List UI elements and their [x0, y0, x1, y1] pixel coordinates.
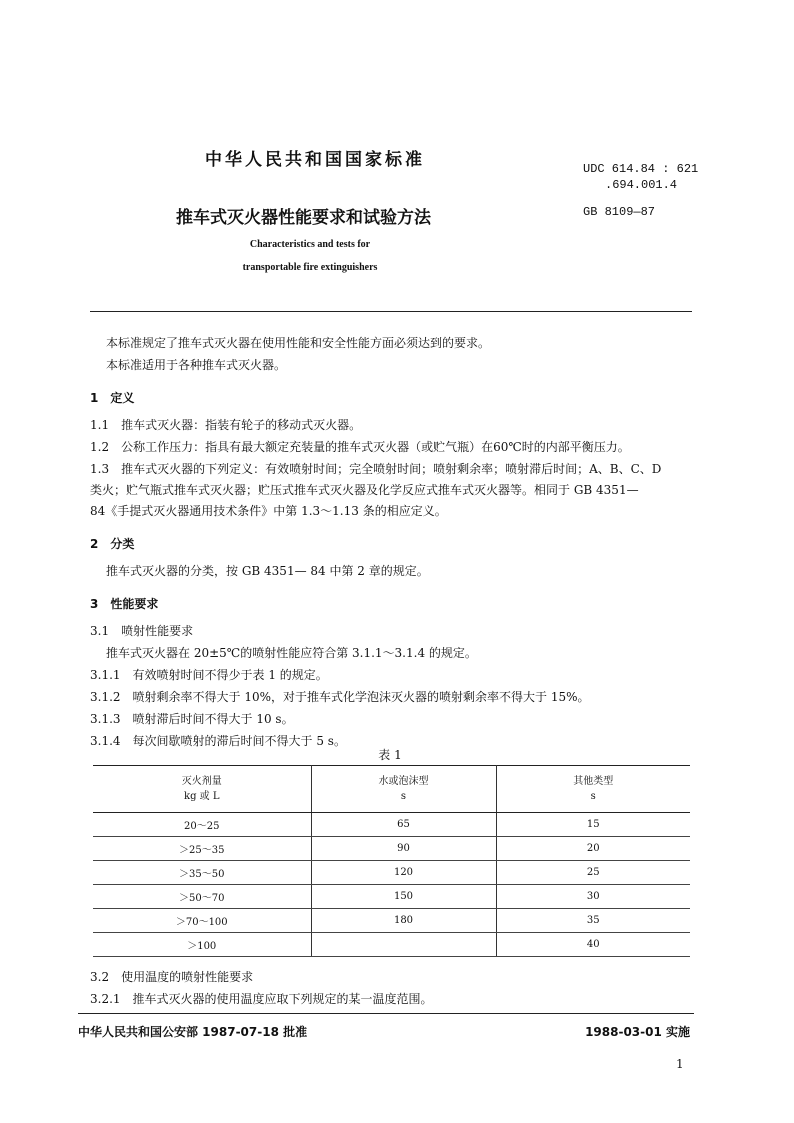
section-2-heading: 2 分类 [90, 537, 135, 551]
table-1 [93, 765, 690, 957]
clause-1-3-line-1: 1.3 推车式灭火器的下列定义：有效喷射时间；完全喷射时间；喷射剩余率；喷射滞后时间；A、B、C、D [90, 462, 662, 476]
section-3-heading: 3 性能要求 [90, 597, 159, 611]
document-title: 推车式灭火器性能要求和试验方法 [176, 208, 431, 228]
table-cell: 120 [311, 861, 496, 885]
page-number: 1 [676, 1057, 684, 1071]
table-row [93, 813, 690, 837]
clause-3-1-3: 3.1.3 喷射滞后时间不得大于 10 s。 [90, 712, 294, 726]
table-cell: 25 [496, 861, 690, 885]
table-cell: 35 [496, 909, 690, 933]
national-standard-heading: 中华人民共和国国家标准 [205, 150, 425, 170]
section-2-text: 推车式灭火器的分类，按 GB 4351— 84 中第 2 章的规定。 [106, 564, 429, 578]
table-cell: ＞35～50 [93, 861, 311, 885]
table-cell: 15 [496, 813, 690, 837]
clause-1-3-line-3: 84《手提式灭火器通用技术条件》中第 1.3～1.13 条的相应定义。 [90, 504, 447, 518]
table-cell: 150 [311, 885, 496, 909]
header-unit: s [400, 791, 407, 802]
table-cell: ＞70～100 [93, 909, 311, 933]
clause-1-3-line-2: 类火；贮气瓶式推车式灭火器；贮压式推车式灭火器及化学反应式推车式灭火器等。相同于 GB 4351— [90, 483, 639, 497]
footer-rule [78, 1013, 694, 1014]
table-row [93, 885, 690, 909]
clause-3-1-4: 3.1.4 每次间歇喷射的滞后时间不得大于 5 s。 [90, 734, 346, 748]
clause-1-2: 1.2 公称工作压力：指具有最大额定充装量的推车式灭火器（或贮气瓶）在60℃时的内部平衡压力。 [90, 440, 630, 454]
header-unit: kg 或 L [184, 791, 220, 802]
intro-line-1: 本标准规定了推车式灭火器在使用性能和安全性能方面必须达到的要求。 [106, 336, 491, 350]
table-1-caption: 表 1 [378, 748, 402, 762]
clause-3-2: 3.2 使用温度的喷射性能要求 [90, 970, 254, 984]
udc-number [583, 161, 698, 193]
header-label: 水或泡沫型 [378, 776, 429, 787]
implementation-date: 1988-03-01 实施 [585, 1025, 690, 1039]
header-cell-other-types [496, 766, 690, 813]
clause-3-1-2: 3.1.2 喷射剩余率不得大于 10%，对于推车式化学泡沫灭火器的喷射剩余率不得大于 15%。 [90, 690, 590, 704]
table-cell: 30 [496, 885, 690, 909]
clause-3-1: 3.1 喷射性能要求 [90, 624, 194, 638]
table-row [93, 909, 690, 933]
table-cell: 180 [311, 909, 496, 933]
table-row [93, 837, 690, 861]
table-cell: ＞50～70 [93, 885, 311, 909]
table-row [93, 861, 690, 885]
intro-line-2: 本标准适用于各种推车式灭火器。 [106, 358, 287, 372]
table-cell: 65 [311, 813, 496, 837]
header-rule [90, 311, 692, 312]
gb-number: GB 8109—87 [583, 205, 656, 219]
header-label: 其他类型 [573, 776, 614, 787]
section-1-heading: 1 定义 [90, 391, 135, 405]
table-header-row [93, 766, 690, 813]
title-english-line-2: transportable fire extinguishers [242, 262, 378, 273]
clause-3-1-1: 3.1.1 有效喷射时间不得少于表 1 的规定。 [90, 668, 328, 682]
table-cell: 90 [311, 837, 496, 861]
udc-line-2: .694.001.4 [605, 178, 678, 192]
title-english-line-1: Characteristics and tests for [249, 239, 371, 250]
header-label: 灭火剂量 [181, 776, 222, 787]
approval-text: 中华人民共和国公安部 1987-07-18 批准 [78, 1025, 308, 1039]
table-row [93, 933, 690, 957]
table-cell [311, 933, 496, 957]
clause-1-1: 1.1 推车式灭火器：指装有轮子的移动式灭火器。 [90, 418, 362, 432]
clause-3-1-text: 推车式灭火器在 20±5℃的喷射性能应符合第 3.1.1～3.1.4 的规定。 [106, 646, 477, 660]
table-cell: 40 [496, 933, 690, 957]
header-cell-agent-quantity [93, 766, 311, 813]
header-cell-water-foam [311, 766, 496, 813]
header-unit: s [590, 791, 596, 802]
table-cell: 20～25 [93, 813, 311, 837]
udc-line-1: UDC 614.84 : 621 [583, 162, 699, 176]
table-cell: ＞100 [93, 933, 311, 957]
table-cell: 20 [496, 837, 690, 861]
clause-3-2-1: 3.2.1 推车式灭火器的使用温度应取下列规定的某一温度范围。 [90, 992, 433, 1006]
table-cell: ＞25～35 [93, 837, 311, 861]
